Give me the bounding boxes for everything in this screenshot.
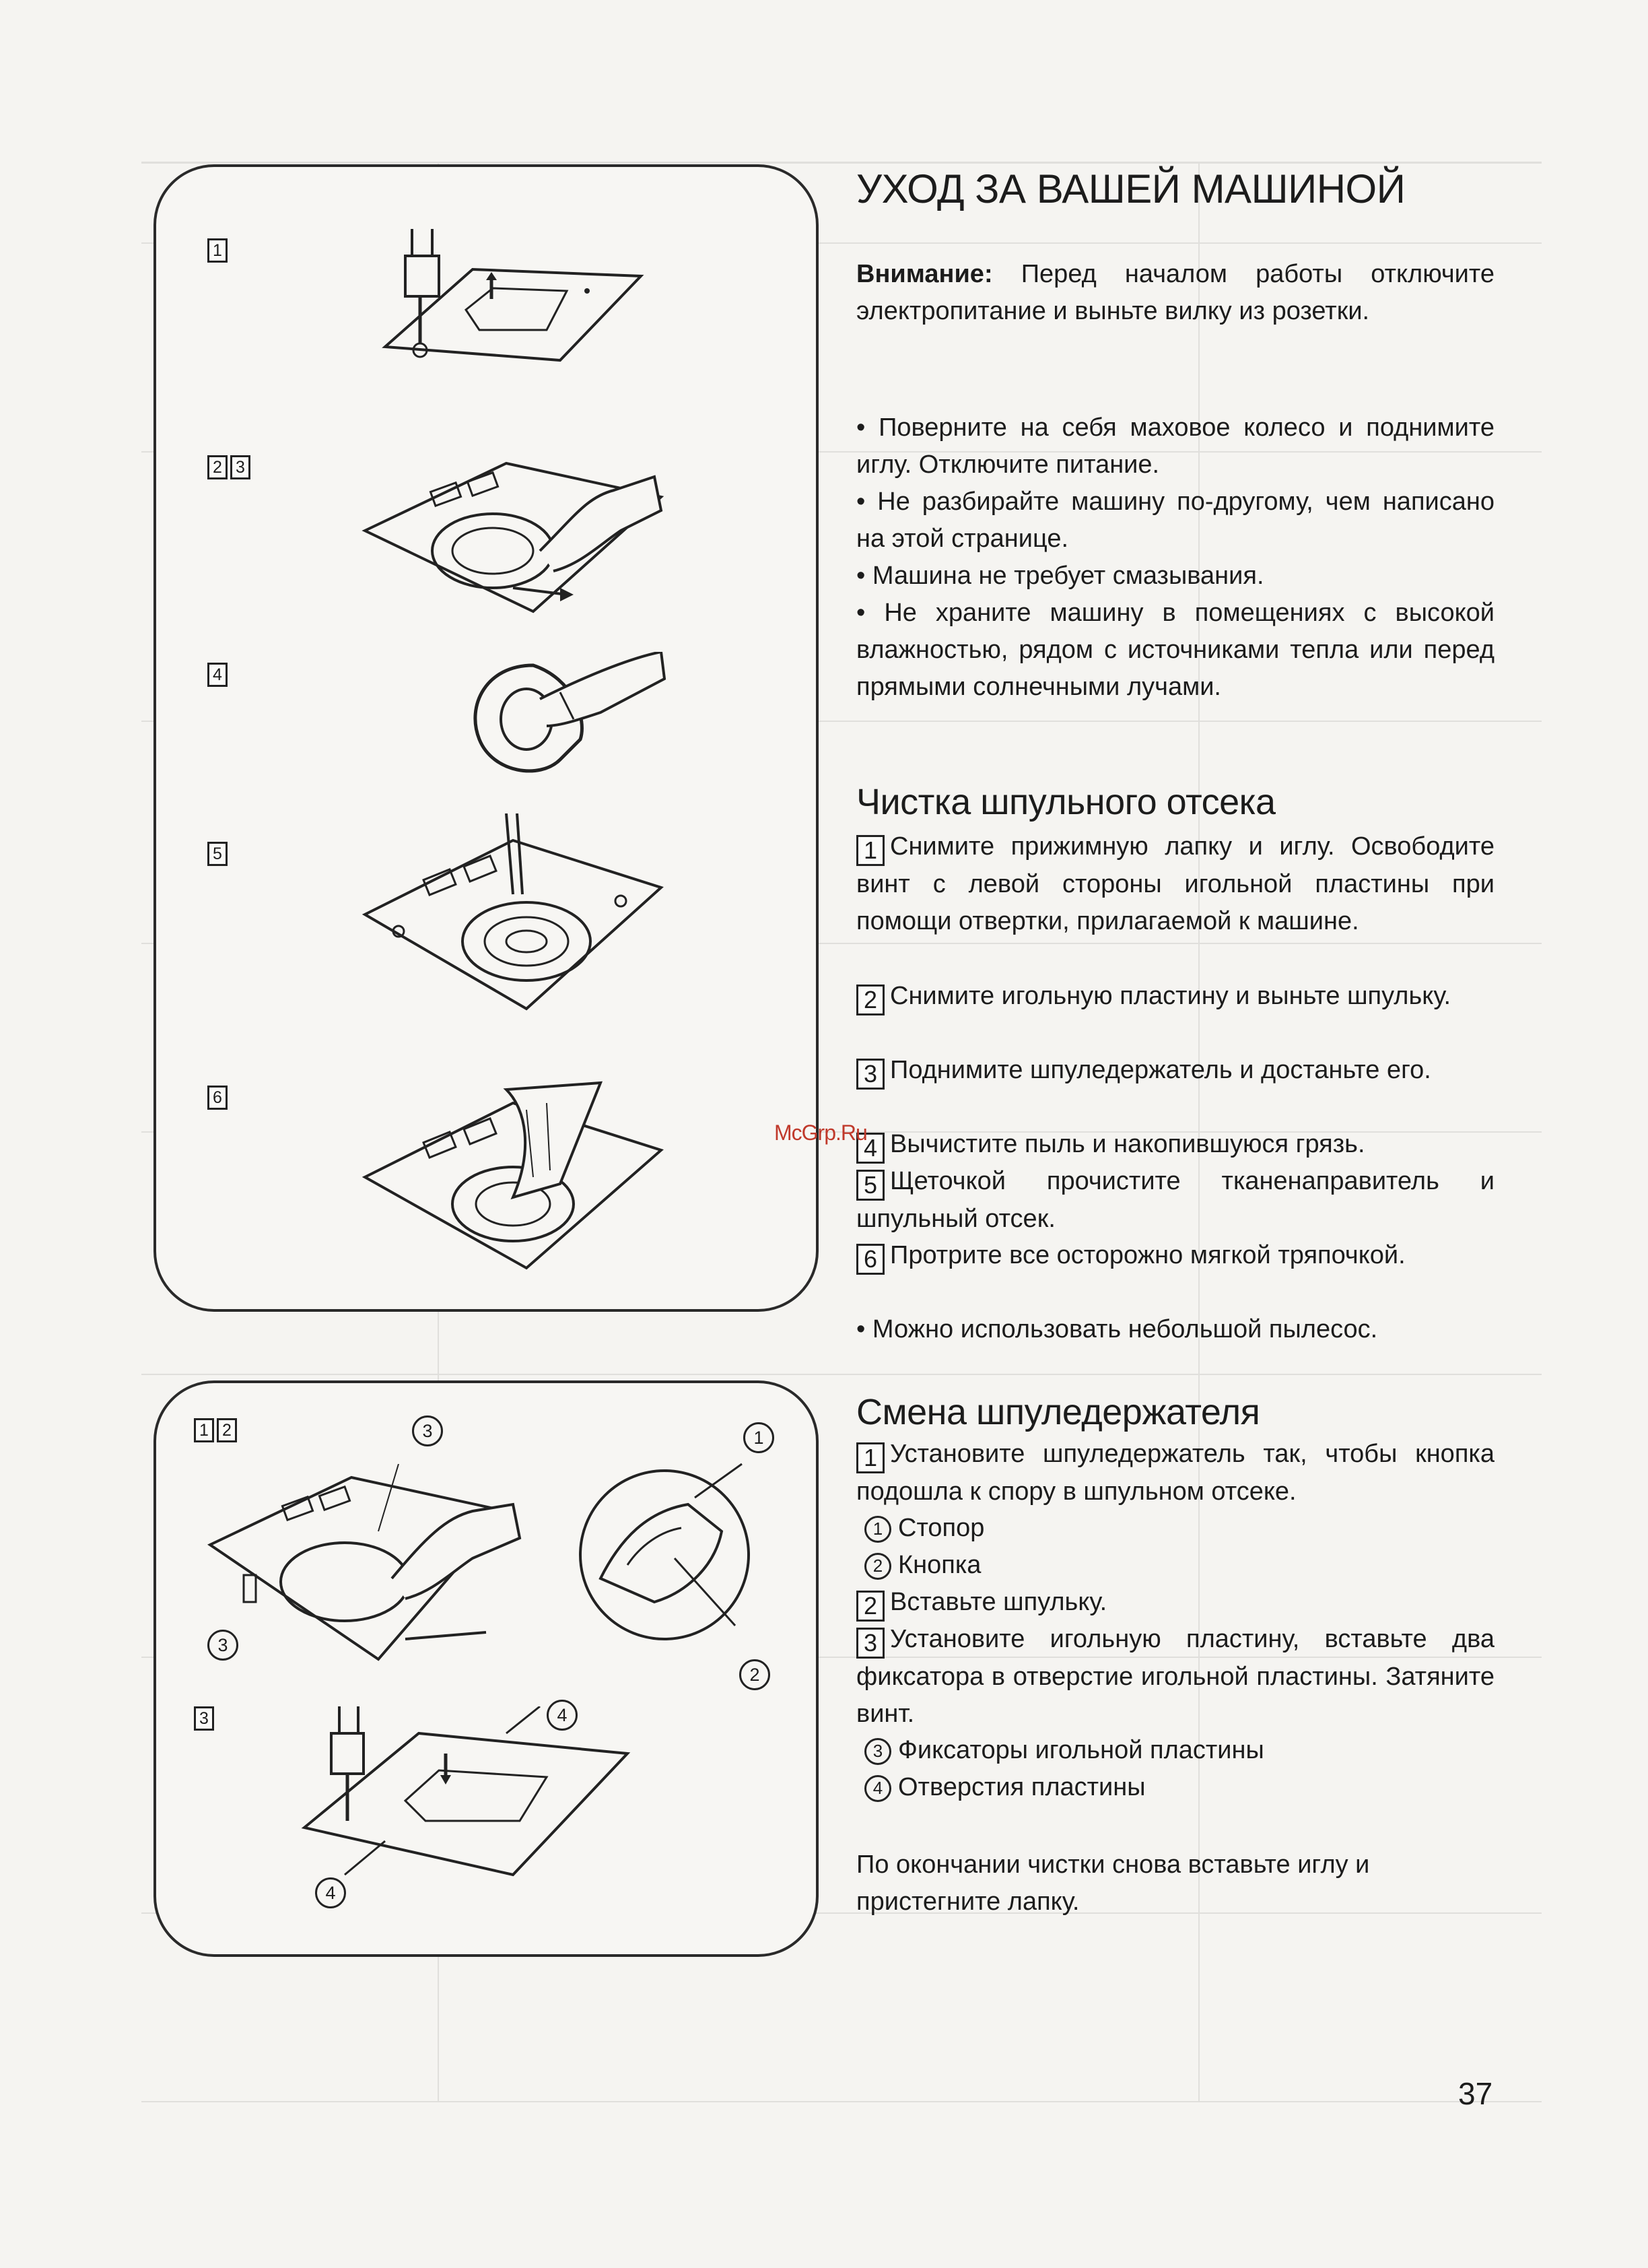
bobbin-case-illustration [425,652,668,787]
step-text: Установите шпуледержатель так, чтобы кнопка подошла к спору в шпульном отсеке. [856,1440,1495,1506]
figure-label-1: 1 [207,238,228,263]
step-number-box: 3 [856,1059,885,1090]
section-replace-title: Смена шпуледержателя [856,1392,1260,1432]
remove-plate-bobbin-illustration [358,450,668,625]
figure-label-2: 2 [207,455,228,479]
figure-label-2-3 [207,455,250,479]
part-number-circle: 3 [864,1738,891,1765]
step-number-box: 5 [856,1170,885,1201]
bobbin-holder-illustrations-panel [153,1380,819,1957]
callout-2: 2 [739,1659,770,1690]
cleaning-note: • Можно использовать небольшой пылесос. [856,1315,1378,1343]
step-text: Щеточкой прочистите тканенаправитель и шпульный отсек. [856,1167,1495,1233]
step-text: Поднимите шпуледержатель и достаньте его. [890,1056,1431,1084]
part-text: Отверстия пластины [898,1773,1146,1801]
attention-paragraph [856,256,1495,330]
cloth-wipe-illustration [358,1069,668,1271]
step-number-box: 1 [856,835,885,866]
figure-label-1: 1 [194,1418,214,1442]
part-number-circle: 2 [864,1553,891,1580]
figure-label-3: 3 [194,1706,214,1731]
step-number-box: 4 [856,1133,885,1164]
figure-label-5: 5 [207,842,228,866]
part-button [864,1547,1503,1584]
cleaning-step-6 [856,1237,1495,1275]
replace-step-2 [856,1584,1495,1622]
care-bullet-1: • Поверните на себя маховое колесо и поднимите иглу. Отключите питание. [856,413,1495,479]
part-text: Кнопка [898,1551,982,1579]
attention-label: Внимание: [856,260,993,288]
cleaning-step-3 [856,1052,1495,1090]
care-bullet-3: • Машина не требует смазывания. [856,562,1264,590]
step-number-box: 6 [856,1244,885,1275]
figure-label-3: 3 [230,455,250,479]
step-number-box: 2 [856,1591,885,1622]
callout-3-top: 3 [412,1415,443,1446]
step-number-box: 3 [856,1628,885,1659]
cleaning-step-5 [856,1163,1495,1238]
cleaning-step-2 [856,978,1495,1015]
callout-3-bottom: 3 [207,1630,238,1661]
part-number-circle: 4 [864,1775,891,1802]
attention-text: Перед началом работы отключите электропитание и выньте вилку из розетки. [856,260,1495,325]
callout-4-bottom: 4 [315,1877,346,1908]
closing-paragraph: По окончании чистки снова вставьте иглу и пристегните лапку. [856,1850,1370,1916]
part-plate-fixers [864,1732,1503,1769]
care-bullet-2: • Не разбирайте машину по-другому, чем написано на этой странице. [856,488,1495,553]
figure-label-6: 6 [207,1086,228,1110]
step-text: Вставьте шпульку. [890,1588,1107,1616]
figure-label-2: 2 [217,1418,237,1442]
step-text: Установите игольную пластину, вставьте два фиксатора в отверстие игольной пластины. Затяните винт. [856,1625,1495,1728]
step-number-box: 1 [856,1442,885,1473]
install-needle-plate-illustration [291,1706,668,1902]
remove-foot-needle-illustration [358,229,648,384]
section-care-title: УХОД ЗА ВАШЕЙ МАШИНОЙ [856,166,1406,211]
part-plate-holes [864,1769,1503,1806]
figure-label-1-2 [194,1418,237,1442]
cleaning-illustrations-panel [153,164,819,1312]
step-number-box: 2 [856,985,885,1015]
part-text: Стопор [898,1514,985,1542]
part-stopper [864,1510,1503,1547]
replace-step-1 [856,1436,1495,1510]
insert-bobbin-holder-illustration [203,1464,526,1686]
callout-1: 1 [743,1422,774,1453]
watermark: McGrp.Ru [774,1121,867,1145]
step-text: Протрите все осторожно мягкой тряпочкой. [890,1241,1406,1269]
callout-4-top: 4 [547,1700,578,1731]
step-text: Снимите игольную пластину и выньте шпульку. [890,982,1451,1010]
cleaning-step-4 [856,1126,1495,1164]
care-bullet-4: • Не храните машину в помещениях с высокой влажностью, рядом с источниками тепла или перед прямыми солнечными лучами. [856,599,1495,701]
part-number-circle: 1 [864,1516,891,1543]
cleaning-step-1 [856,828,1495,940]
magnified-detail-illustration [574,1457,755,1653]
part-text: Фиксаторы игольной пластины [898,1736,1264,1764]
figure-label-4: 4 [207,663,228,687]
section-cleaning-title: Чистка шпульного отсека [856,782,1276,822]
step-text: Снимите прижимную лапку и иглу. Освободите винт с левой стороны игольной пластины при помощи отвертки, прилагаемой к машине. [856,832,1495,935]
page-number: 37 [1458,2076,1493,2111]
brush-cleaning-illustration [358,813,668,1015]
step-text: Вычистите пыль и накопившуюся грязь. [890,1130,1365,1158]
replace-step-3 [856,1621,1495,1733]
